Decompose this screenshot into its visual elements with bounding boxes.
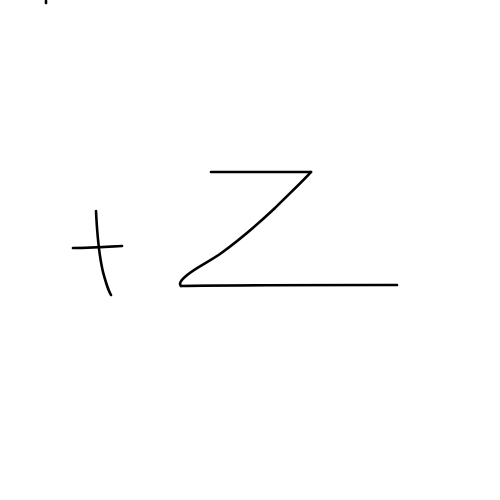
z-diagonal-stroke <box>180 172 311 286</box>
z-glyph <box>180 172 397 286</box>
plus-horizontal-stroke <box>73 246 122 248</box>
z-bottom-stroke <box>181 285 397 286</box>
plus-vertical-stroke <box>96 211 111 295</box>
plus-glyph <box>73 211 122 295</box>
